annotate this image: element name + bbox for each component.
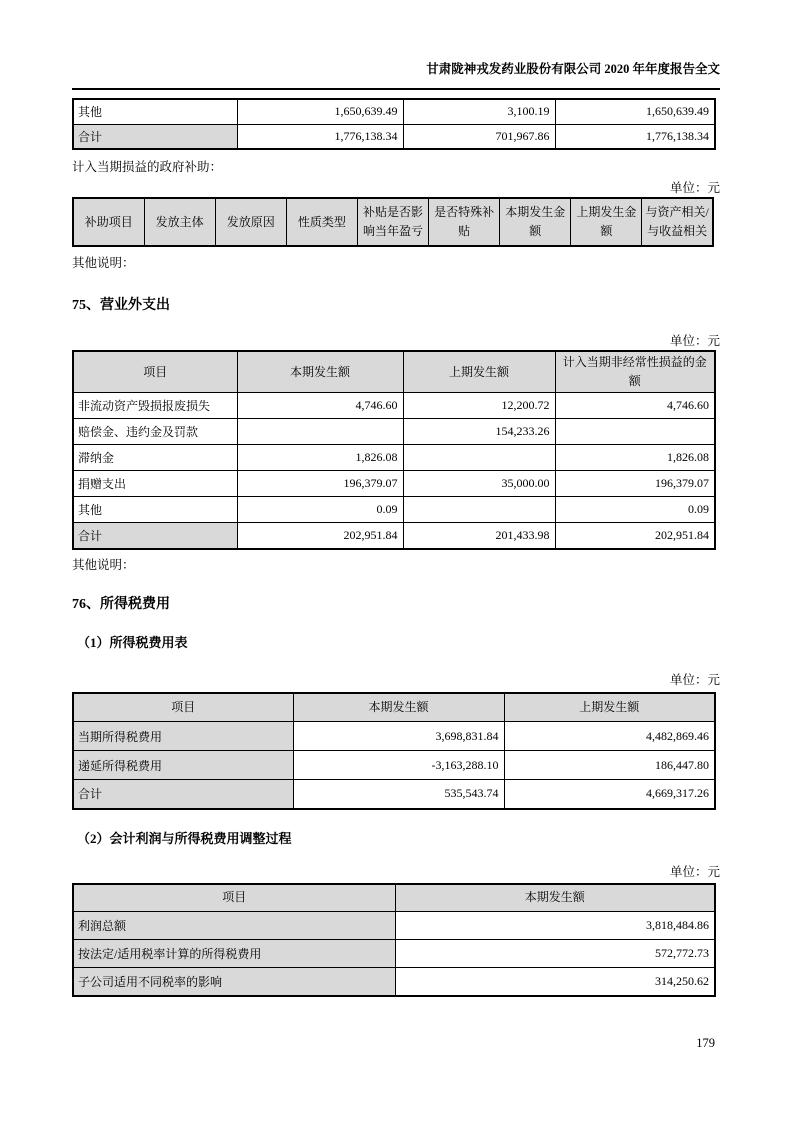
header-row [73, 693, 715, 722]
column-header: 上期发生金额 [571, 198, 642, 246]
value-cell: 1,776,138.34 [555, 124, 715, 149]
value-cell: 1,650,639.49 [555, 99, 715, 124]
value-cell: 201,433.98 [403, 523, 555, 549]
header-row [73, 198, 713, 246]
row-label-cell: 递延所得税费用 [73, 751, 293, 780]
column-header: 本期发生金额 [500, 198, 571, 246]
column-header: 项目 [73, 351, 237, 393]
report-header-title: 甘肃陇神戎发药业股份有限公司 2020 年年度报告全文 [72, 0, 720, 90]
row-label-cell: 合计 [73, 124, 237, 149]
column-header: 本期发生额 [395, 884, 715, 912]
value-cell: 3,698,831.84 [293, 722, 504, 751]
value-cell: 4,746.60 [237, 393, 403, 419]
value-cell: 154,233.26 [403, 419, 555, 445]
table-government-subsidy [72, 197, 714, 247]
column-header: 性质类型 [286, 198, 357, 246]
row-label-cell: 滞纳金 [73, 445, 237, 471]
section-heading-76: 76、所得税费用 [72, 596, 170, 612]
row-label-cell: 其他 [73, 99, 237, 124]
table-row [73, 968, 715, 996]
value-cell [237, 419, 403, 445]
value-cell: 572,772.73 [395, 940, 715, 968]
value-cell: 196,379.07 [555, 471, 715, 497]
value-cell: 186,447.80 [504, 751, 715, 780]
page-content [72, 0, 720, 997]
column-header: 是否特殊补贴 [429, 198, 500, 246]
column-header: 项目 [73, 693, 293, 722]
column-header: 本期发生额 [293, 693, 504, 722]
row-label-cell: 合计 [73, 523, 237, 549]
table-row [73, 124, 715, 149]
table-row [73, 497, 715, 523]
value-cell: 1,826.08 [237, 445, 403, 471]
table-row [73, 780, 715, 809]
table-tax-adjustment [72, 883, 716, 997]
value-cell: 4,669,317.26 [504, 780, 715, 809]
note-other-remarks: 其他说明： [72, 557, 135, 572]
row-label-cell: 按法定/适用税率计算的所得税费用 [73, 940, 395, 968]
table-nonoperating-income-continued [72, 98, 716, 150]
note-government-grant: 计入当期损益的政府补助： [72, 160, 223, 174]
table-row [73, 445, 715, 471]
column-header: 上期发生额 [403, 351, 555, 393]
section-heading-75: 75、营业外支出 [72, 298, 170, 313]
value-cell [403, 497, 555, 523]
value-cell: 535,543.74 [293, 780, 504, 809]
row-label-cell: 子公司适用不同税率的影响 [73, 968, 395, 996]
row-label-cell: 赔偿金、违约金及罚款 [73, 419, 237, 445]
unit-label: 单位：元 [669, 672, 720, 687]
note-other-remarks: 其他说明： [72, 256, 135, 270]
row-label-cell: 非流动资产毁损报废损失 [73, 393, 237, 419]
value-cell: 314,250.62 [395, 968, 715, 996]
value-cell: 1,650,639.49 [237, 99, 403, 124]
value-cell: 4,482,869.46 [504, 722, 715, 751]
column-header: 上期发生额 [504, 693, 715, 722]
value-cell [555, 419, 715, 445]
subsection-heading-76-1: （1）所得税费用表 [77, 634, 188, 650]
value-cell: -3,163,288.10 [293, 751, 504, 780]
value-cell: 202,951.84 [237, 523, 403, 549]
row-label-cell: 其他 [73, 497, 237, 523]
table-row [73, 523, 715, 549]
value-cell: 35,000.00 [403, 471, 555, 497]
value-cell: 701,967.86 [403, 124, 555, 149]
subsection-heading-76-2: （2）会计利润与所得税费用调整过程 [77, 830, 292, 846]
value-cell: 3,818,484.86 [395, 912, 715, 940]
column-header: 发放原因 [215, 198, 286, 246]
column-header: 与资产相关/与收益相关 [642, 198, 713, 246]
value-cell: 1,776,138.34 [237, 124, 403, 149]
value-cell: 202,951.84 [555, 523, 715, 549]
value-cell: 12,200.72 [403, 393, 555, 419]
table-row [73, 99, 715, 124]
table-nonoperating-expenses [72, 350, 716, 550]
column-header: 补助项目 [73, 198, 144, 246]
column-header: 计入当期非经常性损益的金额 [555, 351, 715, 393]
value-cell: 1,826.08 [555, 445, 715, 471]
table-row [73, 471, 715, 497]
header-row [73, 884, 715, 912]
unit-label: 单位：元 [669, 864, 720, 879]
table-row [73, 940, 715, 968]
column-header: 发放主体 [144, 198, 215, 246]
row-label-cell: 捐赠支出 [73, 471, 237, 497]
row-label-cell: 当期所得税费用 [73, 722, 293, 751]
value-cell: 4,746.60 [555, 393, 715, 419]
table-row [73, 722, 715, 751]
column-header: 本期发生额 [237, 351, 403, 393]
value-cell [403, 445, 555, 471]
table-row [73, 912, 715, 940]
page-number: 179 [696, 1036, 715, 1050]
unit-label: 单位：元 [669, 181, 720, 195]
header-row [73, 351, 715, 393]
value-cell: 196,379.07 [237, 471, 403, 497]
table-row [73, 751, 715, 780]
column-header: 补贴是否影响当年盈亏 [357, 198, 428, 246]
column-header: 项目 [73, 884, 395, 912]
table-row [73, 419, 715, 445]
table-income-tax-expense [72, 692, 716, 810]
table-row [73, 393, 715, 419]
row-label-cell: 合计 [73, 780, 293, 809]
value-cell: 3,100.19 [403, 99, 555, 124]
value-cell: 0.09 [237, 497, 403, 523]
value-cell: 0.09 [555, 497, 715, 523]
unit-label: 单位：元 [669, 334, 720, 348]
row-label-cell: 利润总额 [73, 912, 395, 940]
